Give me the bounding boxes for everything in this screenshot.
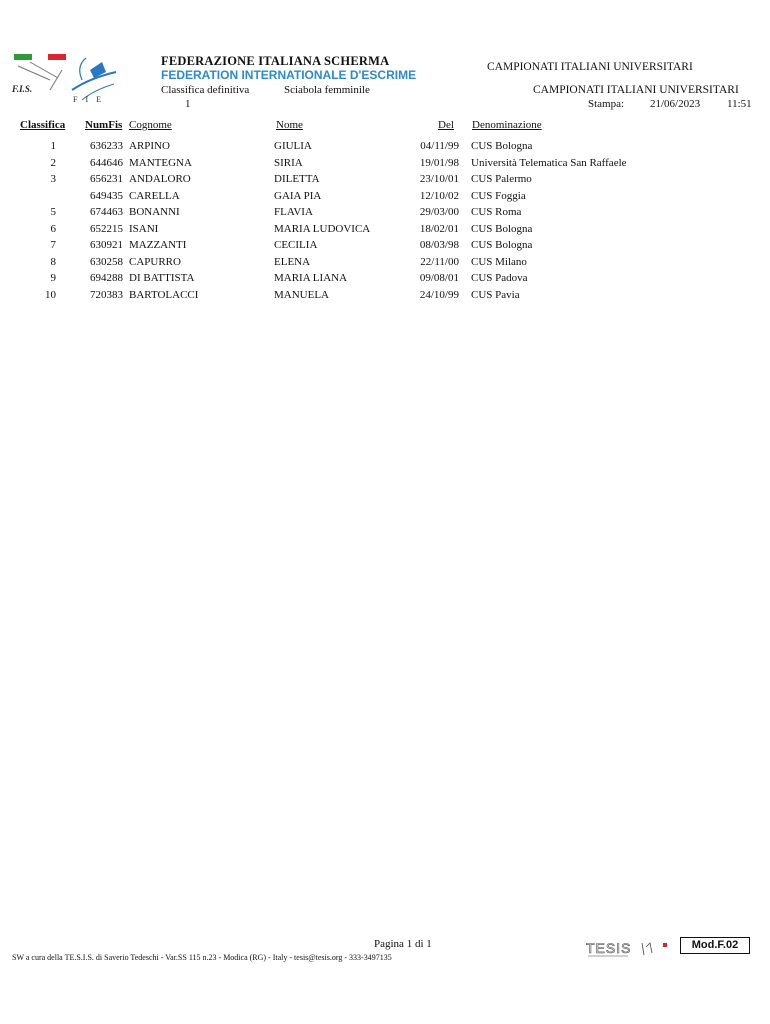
table-row [0, 173, 770, 189]
championship-title: CAMPIONATI ITALIANI UNIVERSITARI [533, 84, 739, 96]
born-cell: 12/10/02 [419, 189, 459, 202]
form-code-box: Mod.F.02 [680, 937, 750, 954]
print-label: Stampa: [588, 98, 625, 110]
table-row [0, 239, 770, 255]
surname-cell: ARPINO [129, 140, 170, 152]
column-header-numfis: NumFis [85, 119, 123, 131]
tesis-logo-text: TESIS [586, 940, 632, 956]
federation-italian-title: FEDERAZIONE ITALIANA SCHERMA [161, 54, 390, 68]
numfis-cell: 652215 [90, 222, 123, 235]
born-cell: 29/03/00 [419, 206, 459, 218]
surname-cell: ISANI [129, 222, 159, 235]
club-cell: CUS Bologna [471, 239, 533, 251]
rank-cell: 1 [50, 140, 56, 152]
surname-cell: MANTEGNA [129, 156, 192, 169]
table-row [0, 140, 770, 156]
name-cell: CECILIA [274, 239, 318, 251]
name-cell: MANUELA [274, 288, 329, 301]
numfis-cell: 674463 [90, 206, 123, 218]
born-cell: 19/01/98 [419, 156, 459, 169]
club-cell: CUS Padova [471, 272, 528, 284]
born-cell: 22/11/00 [420, 255, 459, 268]
numfis-cell: 720383 [90, 288, 123, 301]
rank-cell: 8 [50, 255, 56, 268]
column-header-born: Del [438, 119, 454, 131]
club-cell: CUS Foggia [471, 189, 526, 202]
name-cell: FLAVIA [274, 206, 313, 218]
name-cell: ELENA [274, 255, 311, 268]
born-cell: 08/03/98 [419, 239, 459, 251]
table-row [0, 256, 770, 272]
name-cell: DILETTA [274, 173, 320, 185]
rank-cell: 5 [50, 206, 56, 218]
name-cell: MARIA LUDOVICA [274, 222, 371, 235]
surname-cell: BONANNI [129, 206, 180, 218]
numfis-cell: 636233 [90, 140, 123, 152]
fie-logo-text: F I E [73, 95, 104, 104]
column-header-surname: Cognome [129, 119, 172, 131]
numfis-cell: 644646 [90, 156, 123, 169]
surname-cell: CAPURRO [129, 255, 181, 268]
club-cell: CUS Bologna [471, 222, 533, 235]
table-row [0, 289, 770, 305]
column-header-rank: Classifica [20, 119, 66, 131]
rank-cell: 10 [45, 288, 56, 301]
numfis-cell: 630258 [90, 255, 123, 268]
print-time: 11:51 [727, 98, 752, 110]
column-header-name: Nome [276, 119, 303, 131]
red-marker [663, 943, 667, 947]
surname-cell: ANDALORO [129, 173, 191, 185]
rank-cell: 6 [50, 222, 56, 235]
born-cell: 24/10/99 [419, 288, 459, 301]
rank-cell: 3 [50, 173, 56, 185]
table-row [0, 206, 770, 222]
name-cell: SIRIA [274, 156, 303, 169]
club-cell: CUS Palermo [471, 173, 532, 185]
numfis-cell: 649435 [90, 189, 123, 202]
name-cell: MARIA LIANA [274, 272, 348, 284]
club-cell: CUS Pavia [471, 288, 520, 301]
born-cell: 09/08/01 [419, 272, 459, 284]
name-cell: GAIA PIA [274, 189, 322, 202]
page-number: Pagina 1 di 1 [374, 938, 432, 950]
group-number: 1 [185, 98, 191, 110]
championship-title-top: CAMPIONATI ITALIANI UNIVERSITARI [487, 61, 693, 73]
document-type: Classifica definitiva [161, 84, 250, 96]
surname-cell: MAZZANTI [129, 239, 187, 251]
name-cell: GIULIA [274, 140, 312, 152]
rank-cell: 9 [50, 272, 56, 284]
club-cell: CUS Roma [471, 206, 522, 218]
club-cell: Università Telematica San Raffaele [471, 156, 627, 169]
born-cell: 18/02/01 [419, 222, 459, 235]
weapon-category: Sciabola femminile [284, 84, 370, 96]
table-row [0, 223, 770, 239]
rank-cell: 7 [50, 239, 56, 251]
software-credit: SW a cura della TE.S.I.S. di Saverio Tedeschi - Var.SS 115 n.23 - Modica (RG) - Italy - tesis@tesis.org - 333-3497135 [12, 953, 392, 962]
fis-fie-logo [10, 50, 120, 106]
club-cell: CUS Bologna [471, 140, 533, 152]
print-date: 21/06/2023 [650, 98, 701, 110]
surname-cell: DI BATTISTA [129, 272, 195, 284]
table-row [0, 190, 770, 206]
rank-cell: 2 [50, 156, 56, 169]
federation-international-title: FEDERATION INTERNATIONALE D'ESCRIME [161, 68, 417, 82]
born-cell: 04/11/99 [420, 140, 459, 152]
club-cell: CUS Milano [471, 255, 527, 268]
table-row [0, 157, 770, 173]
tesis-logo [586, 937, 660, 961]
table-row [0, 272, 770, 288]
numfis-cell: 694288 [90, 272, 123, 284]
fis-logo-text: F.I.S. [12, 84, 33, 94]
surname-cell: CARELLA [129, 189, 180, 202]
numfis-cell: 630921 [90, 239, 123, 251]
born-cell: 23/10/01 [419, 173, 459, 185]
column-header-club: Denominazione [472, 119, 542, 131]
surname-cell: BARTOLACCI [129, 288, 199, 301]
numfis-cell: 656231 [90, 173, 123, 185]
